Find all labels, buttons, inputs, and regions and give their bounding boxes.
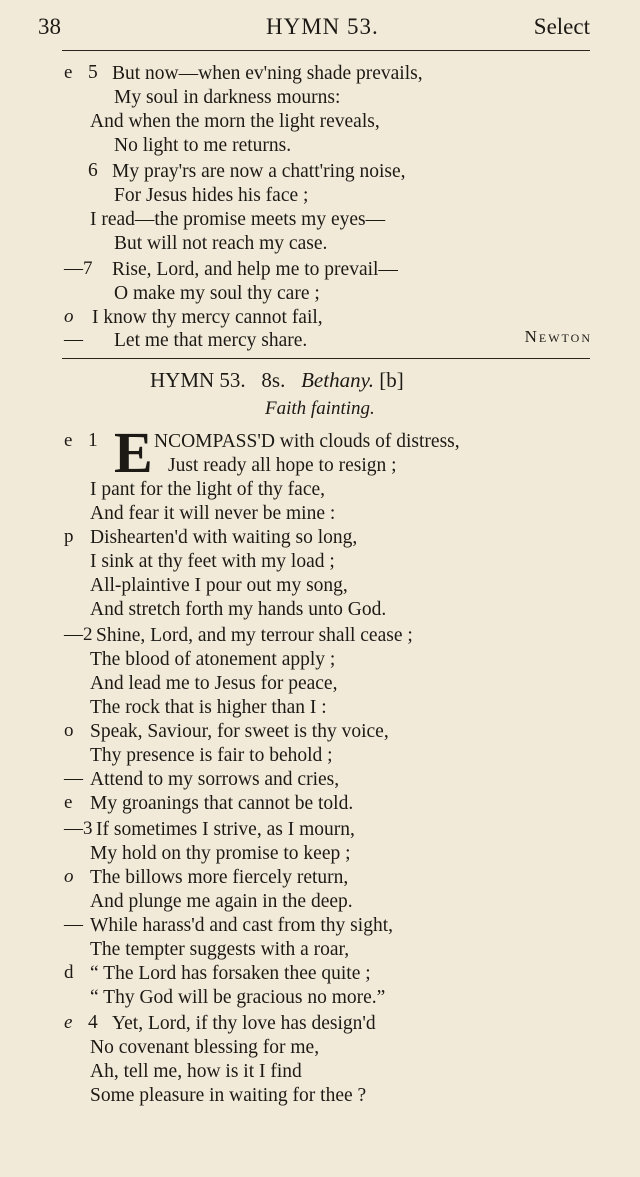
verse-line: Thy presence is fair to behold ; xyxy=(90,745,333,766)
verse-line: The billows more fiercely return, xyxy=(90,867,349,888)
stanza-number: 6 xyxy=(88,160,98,181)
verse-line: The tempter suggests with a roar, xyxy=(90,939,350,960)
verse-line: My pray'rs are now a chatt'ring noise, xyxy=(112,161,406,182)
dynamic-mark: d xyxy=(64,962,74,983)
verse-line: I know thy mercy cannot fail, xyxy=(92,307,323,328)
verse-line: And plunge me again in the deep. xyxy=(90,891,353,912)
verse-line: But now—when ev'ning shade prevails, xyxy=(112,63,423,84)
dynamic-mark: e xyxy=(64,62,73,83)
verse-line: The rock that is higher than I : xyxy=(90,697,327,718)
dynamic-mark: e xyxy=(64,792,73,813)
verse-line: No light to me returns. xyxy=(114,135,292,156)
verse-line: I read—the promise meets my eyes— xyxy=(90,209,386,230)
hymn-heading xyxy=(150,368,404,393)
hymn-meter: 8s. xyxy=(261,368,286,392)
verse-line: If sometimes I strive, as I mourn, xyxy=(96,819,355,840)
verse-line: And fear it will never be mine : xyxy=(90,503,336,524)
hymn-tag: [b] xyxy=(379,368,404,392)
stanza-number: 5 xyxy=(88,62,98,83)
running-head-right: Select xyxy=(533,14,590,39)
dynamic-mark: e xyxy=(64,1012,73,1033)
verse-line: Dishearten'd with waiting so long, xyxy=(90,527,358,548)
verse-line: And stretch forth my hands unto God. xyxy=(90,599,387,620)
dynamic-mark: o xyxy=(64,866,74,887)
hymn-number: HYMN 53. xyxy=(150,368,246,392)
header-rule xyxy=(62,50,590,51)
dynamic-mark: —7 xyxy=(64,258,93,279)
verse-line: “ The Lord has forsaken thee quite ; xyxy=(90,963,371,984)
verse-line: Just ready all hope to resign ; xyxy=(168,455,397,476)
dynamic-mark: —3 xyxy=(64,818,93,839)
dynamic-mark: o xyxy=(64,306,74,327)
page-number: 38 xyxy=(38,14,61,39)
verse-line: My hold on thy promise to keep ; xyxy=(90,843,351,864)
verse-line: All-plaintive I pour out my song, xyxy=(90,575,348,596)
dynamic-mark: — xyxy=(64,329,83,350)
dynamic-mark: p xyxy=(64,526,74,547)
dynamic-mark: e xyxy=(64,430,73,451)
verse-line: I pant for the light of thy face, xyxy=(90,479,325,500)
stanza-number: 1 xyxy=(88,430,98,451)
running-title: HYMN 53. xyxy=(266,14,379,39)
drop-cap: E xyxy=(114,420,153,485)
verse-line: Ah, tell me, how is it I find xyxy=(90,1061,302,1082)
verse-line: Speak, Saviour, for sweet is thy voice, xyxy=(90,721,389,742)
verse-line: Shine, Lord, and my terrour shall cease ; xyxy=(96,625,413,646)
verse-line: Rise, Lord, and help me to prevail— xyxy=(112,259,398,280)
hymn-subtitle: Faith fainting. xyxy=(265,398,375,419)
verse-line: Yet, Lord, if thy love has design'd xyxy=(112,1013,376,1034)
verse-line: I sink at thy feet with my load ; xyxy=(90,551,335,572)
verse-line: But will not reach my case. xyxy=(114,233,328,254)
author-credit: Newton xyxy=(524,327,592,346)
dynamic-mark: — xyxy=(64,914,83,935)
verse-line: No covenant blessing for me, xyxy=(90,1037,320,1058)
verse-line: For Jesus hides his face ; xyxy=(114,185,309,206)
verse-line: “ Thy God will be gracious no more.” xyxy=(90,987,386,1008)
verse-line: The blood of atonement apply ; xyxy=(90,649,336,670)
dynamic-mark: o xyxy=(64,720,74,741)
verse-line: Let me that mercy share. xyxy=(114,330,308,351)
verse-line: My groanings that cannot be told. xyxy=(90,793,354,814)
page-header xyxy=(38,14,590,44)
verse-line: Attend to my sorrows and cries, xyxy=(90,769,340,790)
hymn-tune: Bethany. xyxy=(301,368,375,392)
dynamic-mark: —2 xyxy=(64,624,93,645)
section-rule xyxy=(62,358,590,359)
verse-line: NCOMPASS'D with clouds of distress, xyxy=(154,431,460,452)
verse-line: And when the morn the light reveals, xyxy=(90,111,380,132)
verse-line: My soul in darkness mourns: xyxy=(114,87,341,108)
dynamic-mark: — xyxy=(64,768,83,789)
verse-line: While harass'd and cast from thy sight, xyxy=(90,915,393,936)
verse-line: Some pleasure in waiting for thee ? xyxy=(90,1085,367,1106)
verse-line: And lead me to Jesus for peace, xyxy=(90,673,338,694)
verse-line: O make my soul thy care ; xyxy=(114,283,320,304)
stanza-number: 4 xyxy=(88,1012,98,1033)
